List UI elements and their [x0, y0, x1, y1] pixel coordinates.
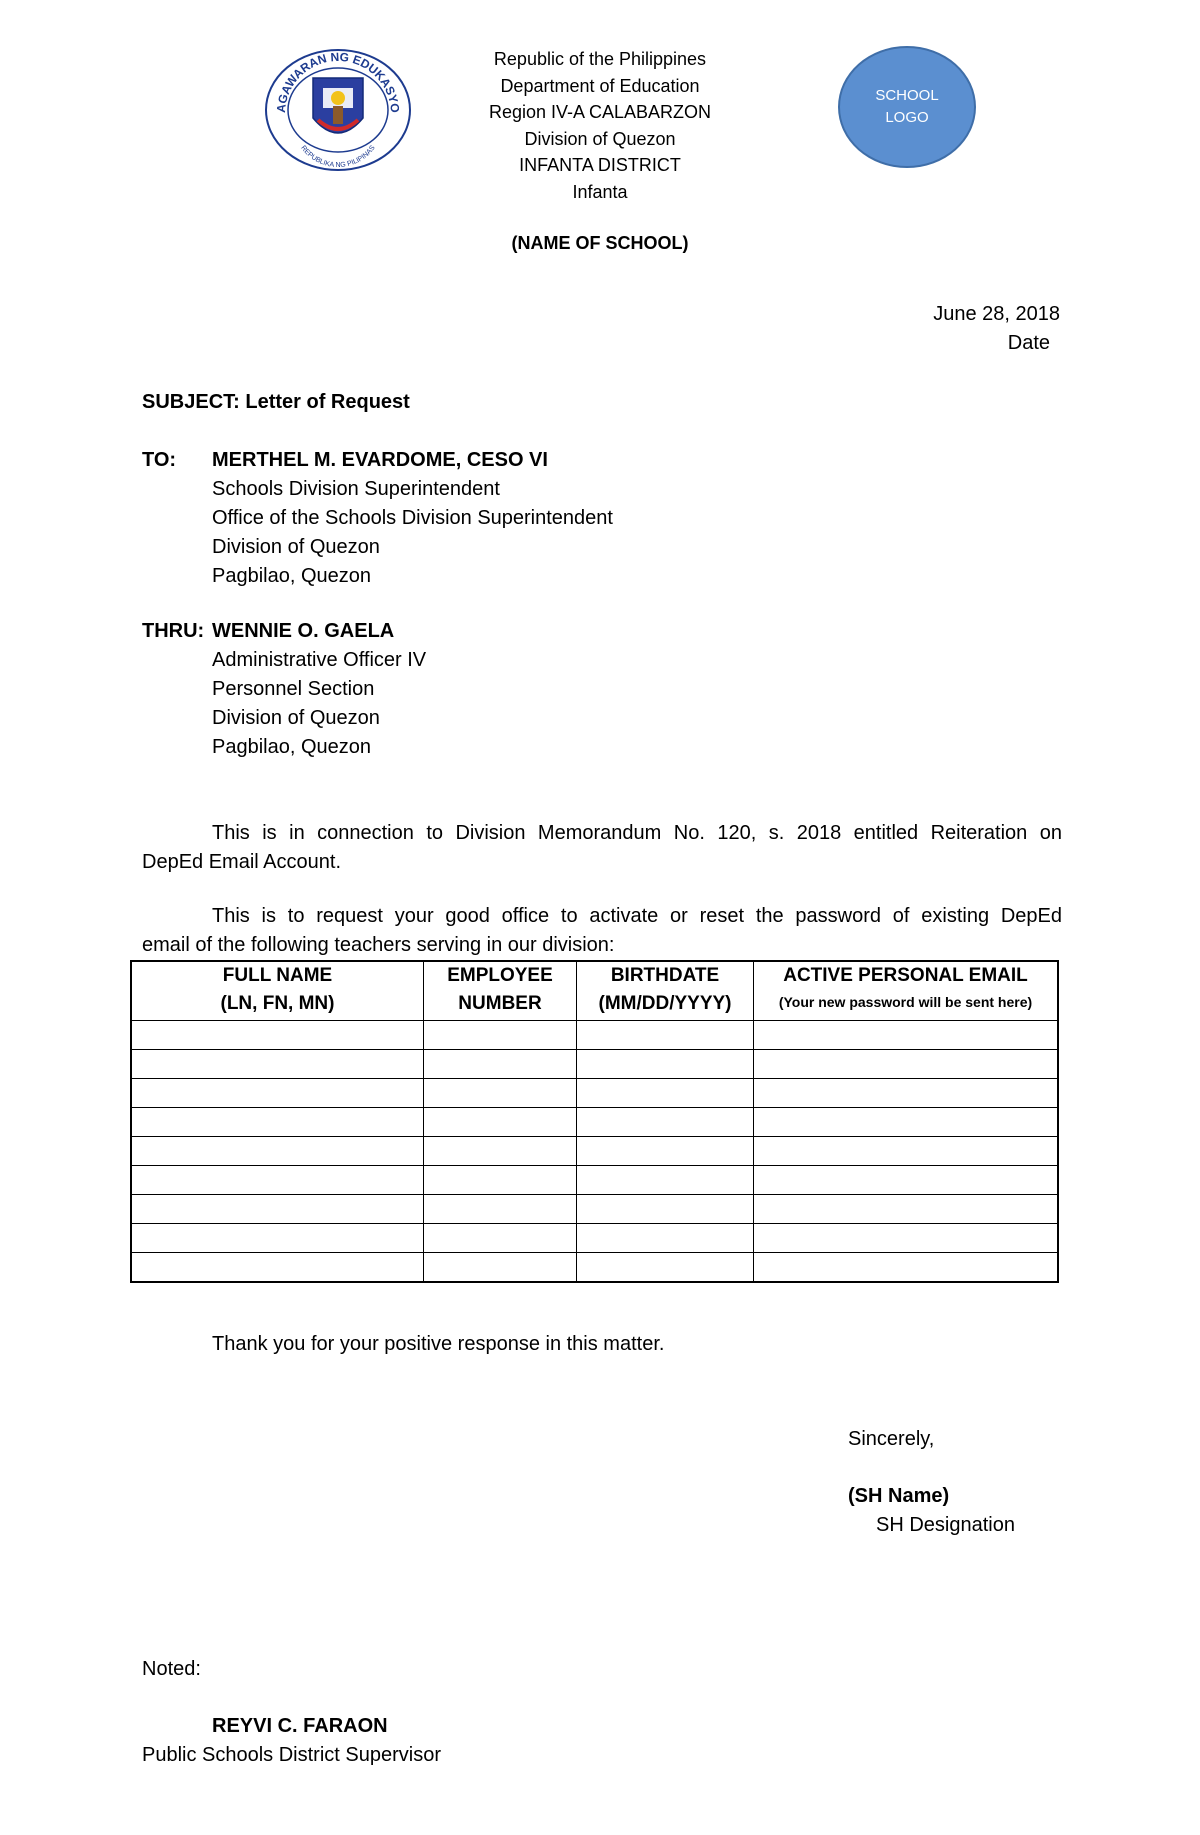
- table-row: [131, 1253, 1058, 1283]
- cell-full-name[interactable]: [131, 1079, 424, 1108]
- header-active-email-note: (Your new password will be sent here): [778, 994, 1033, 1010]
- thru-position: Administrative Officer IV: [212, 649, 427, 671]
- noted-label: Noted:: [142, 1658, 201, 1680]
- header-employee-number-subtitle: NUMBER: [458, 993, 542, 1014]
- supervisor-title: Public Schools District Supervisor: [142, 1744, 441, 1766]
- date-label: Date: [1007, 332, 1050, 354]
- school-name-placeholder: (NAME OF SCHOOL): [511, 233, 689, 253]
- header-municipality: Infanta: [572, 181, 628, 202]
- to-addressee: [212, 446, 613, 591]
- thru-address: Pagbilao, Quezon: [212, 736, 372, 758]
- to-division: Division of Quezon: [212, 536, 380, 558]
- cell-email[interactable]: [754, 1079, 1059, 1108]
- supervisor-name: REYVI C. FARAON: [212, 1715, 388, 1737]
- letter-date: June 28, 2018: [933, 303, 1060, 325]
- cell-email[interactable]: [754, 1224, 1059, 1253]
- to-address: Pagbilao, Quezon: [212, 565, 372, 587]
- cell-employee-number[interactable]: [424, 1253, 577, 1283]
- svg-text:KAGAWARAN NG EDUKASYON: AGAWARAN NG EDUKASYO: [273, 49, 403, 114]
- cell-full-name[interactable]: [131, 1021, 424, 1050]
- thru-addressee: [212, 617, 426, 762]
- school-logo-line2: LOGO: [885, 109, 929, 126]
- cell-full-name[interactable]: [131, 1224, 424, 1253]
- thru-label: THRU:: [142, 620, 205, 642]
- to-label: TO:: [142, 449, 177, 471]
- cell-full-name[interactable]: [131, 1166, 424, 1195]
- school-head-name: (SH Name): [848, 1485, 950, 1507]
- table-body: [131, 1021, 1058, 1283]
- header-birthdate-title: BIRTHDATE: [610, 965, 720, 986]
- paragraph-1-line-1: This is in connection to Division Memorandum No. 120, s. 2018 entitled Reiteration on: [212, 822, 1062, 844]
- table-row: [131, 1021, 1058, 1050]
- cell-employee-number[interactable]: [424, 1079, 577, 1108]
- cell-full-name[interactable]: [131, 1137, 424, 1166]
- cell-full-name[interactable]: [131, 1050, 424, 1079]
- table-row: [131, 1137, 1058, 1166]
- school-head-designation: SH Designation: [876, 1514, 1015, 1536]
- cell-full-name[interactable]: [131, 1195, 424, 1224]
- table-row: [131, 1108, 1058, 1137]
- thru-section: Personnel Section: [212, 678, 375, 700]
- header-active-email: [754, 961, 1059, 1021]
- table-row: [131, 1079, 1058, 1108]
- school-logo-placeholder: [838, 46, 976, 168]
- cell-birthdate[interactable]: [577, 1137, 754, 1166]
- table-row: [131, 1195, 1058, 1224]
- teacher-email-table: [130, 960, 1059, 1283]
- cell-full-name[interactable]: [131, 1108, 424, 1137]
- cell-email[interactable]: [754, 1050, 1059, 1079]
- cell-employee-number[interactable]: [424, 1021, 577, 1050]
- cell-employee-number[interactable]: [424, 1166, 577, 1195]
- closing-sincerely: Sincerely,: [848, 1428, 935, 1450]
- cell-full-name[interactable]: [131, 1253, 424, 1283]
- cell-employee-number[interactable]: [424, 1137, 577, 1166]
- cell-email[interactable]: [754, 1108, 1059, 1137]
- header-country: Republic of the Philippines: [493, 49, 707, 69]
- paragraph-request: [142, 902, 1062, 960]
- thru-division: Division of Quezon: [212, 707, 380, 729]
- header-full-name-format: (LN, FN, MN): [220, 993, 335, 1014]
- paragraph-memo-reference: [142, 819, 1062, 877]
- paragraph-2-line-2: email of the following teachers serving in our division:: [142, 934, 615, 956]
- header-full-name: [131, 961, 424, 1021]
- cell-birthdate[interactable]: [577, 1079, 754, 1108]
- table-header-row: [131, 961, 1058, 1021]
- svg-text:REPUBLIKA NG PILIPINAS: REPUBLIKA NG PILIPINAS: [299, 144, 377, 170]
- cell-email[interactable]: [754, 1195, 1059, 1224]
- cell-birthdate[interactable]: [577, 1224, 754, 1253]
- header-district: INFANTA DISTRICT: [519, 155, 681, 175]
- cell-birthdate[interactable]: [577, 1108, 754, 1137]
- header-full-name-title: FULL NAME: [222, 965, 333, 986]
- cell-email[interactable]: [754, 1137, 1059, 1166]
- cell-birthdate[interactable]: [577, 1166, 754, 1195]
- deped-seal: [263, 48, 413, 172]
- header-department: Department of Education: [500, 75, 700, 96]
- header-employee-number-title: EMPLOYEE: [447, 965, 553, 986]
- header-active-email-title: ACTIVE PERSONAL EMAIL: [783, 965, 1028, 986]
- thru-name: WENNIE O. GAELA: [212, 620, 395, 642]
- cell-birthdate[interactable]: [577, 1253, 754, 1283]
- cell-email[interactable]: [754, 1253, 1059, 1283]
- cell-email[interactable]: [754, 1166, 1059, 1195]
- thank-you-line: Thank you for your positive response in this matter.: [212, 1333, 665, 1355]
- to-office: Office of the Schools Division Superintendent: [212, 507, 613, 529]
- header-employee-number: [424, 961, 577, 1021]
- school-logo-line1: SCHOOL: [875, 87, 939, 104]
- header-division: Division of Quezon: [524, 128, 676, 149]
- header-birthdate-format: (MM/DD/YYYY): [598, 993, 732, 1014]
- cell-birthdate[interactable]: [577, 1021, 754, 1050]
- cell-birthdate[interactable]: [577, 1050, 754, 1079]
- letterhead: [450, 46, 750, 205]
- cell-employee-number[interactable]: [424, 1224, 577, 1253]
- to-position: Schools Division Superintendent: [212, 478, 500, 500]
- table-row: [131, 1050, 1058, 1079]
- subject-line: SUBJECT: Letter of Request: [142, 391, 410, 413]
- cell-employee-number[interactable]: [424, 1108, 577, 1137]
- to-name: MERTHEL M. EVARDOME, CESO VI: [212, 449, 548, 471]
- header-region: Region IV-A CALABARZON: [488, 102, 712, 122]
- table-row: [131, 1166, 1058, 1195]
- cell-employee-number[interactable]: [424, 1195, 577, 1224]
- paragraph-2-line-1: This is to request your good office to activate or reset the password of existing DepEd: [212, 905, 1062, 927]
- cell-birthdate[interactable]: [577, 1195, 754, 1224]
- paragraph-1-line-2: DepEd Email Account.: [142, 851, 341, 873]
- header-birthdate: [577, 961, 754, 1021]
- table-row: [131, 1224, 1058, 1253]
- cell-email[interactable]: [754, 1021, 1059, 1050]
- cell-employee-number[interactable]: [424, 1050, 577, 1079]
